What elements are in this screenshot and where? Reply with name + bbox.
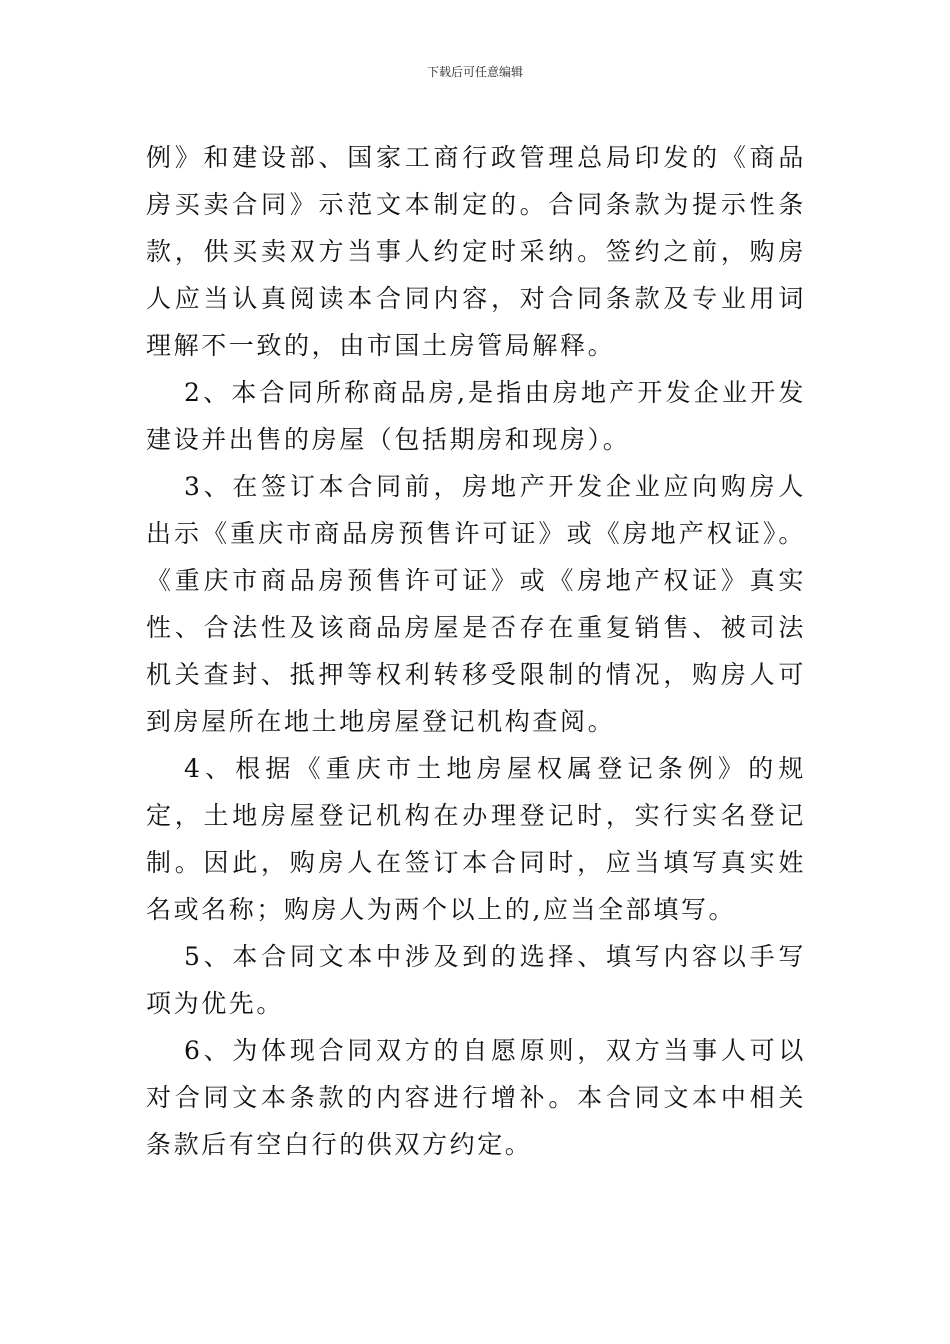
paragraph-continuation: 例》和建设部、国家工商行政管理总局印发的《商品房买卖合同》示范文本制定的。合同条款为提示性条款，供买卖双方当事人约定时采纳。签约之前，购房人应当认真阅读本合同内容，对合同条款及专业用词理解不一致的，由市国土房管局解释。 (146, 143, 806, 360)
paragraph-item-3: 3、在签订本合同前，房地产开发企业应向购房人出示《重庆市商品房预售许可证》或《房地产权证》。《重庆市商品房预售许可证》或《房地产权证》真实性、合法性及该商品房屋是否存在重复销售、被司法机关查封、抵押等权利转移受限制的情况，购房人可到房屋所在地土地房屋登记机构查阅。 (146, 472, 806, 736)
paragraph-item-6: 6、为体现合同双方的自愿原则，双方当事人可以对合同文本条款的内容进行增补。本合同文本中相关条款后有空白行的供双方约定。 (146, 1036, 806, 1159)
paragraph-item-5: 5、本合同文本中涉及到的选择、填写内容以手写项为优先。 (146, 942, 806, 1018)
paragraph-item-4: 4、根据《重庆市土地房屋权属登记条例》的规定，土地房屋登记机构在办理登记时，实行实名登记制。因此，购房人在签订本合同时，应当填写真实姓名或名称；购房人为两个以上的,应当全部填写。 (146, 754, 806, 924)
document-body (146, 134, 806, 1168)
page-header: 下载后可任意编辑 (426, 65, 523, 79)
paragraph-item-2: 2、本合同所称商品房,是指由房地产开发企业开发建设并出售的房屋（包括期房和现房）。 (146, 378, 806, 454)
